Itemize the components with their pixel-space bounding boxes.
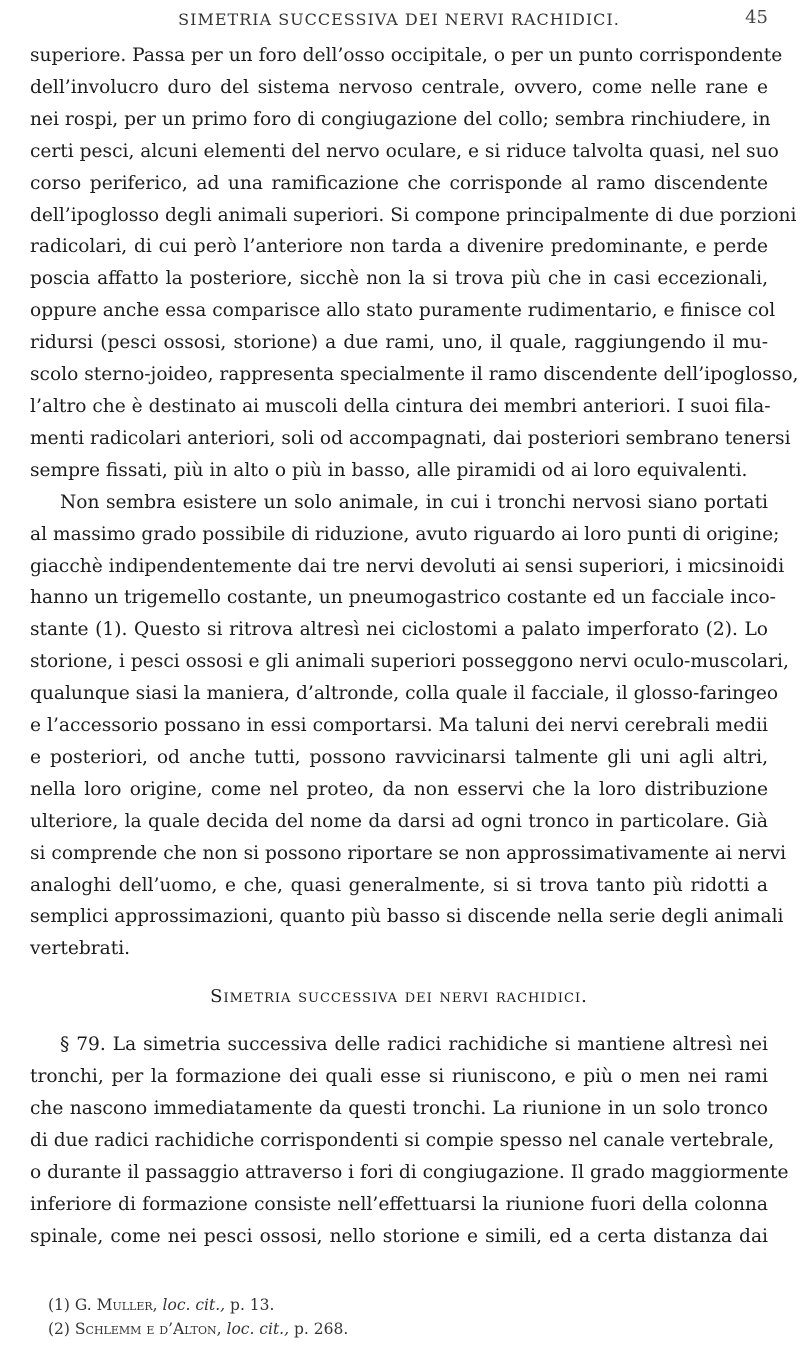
text-line: inferiore di formazione consiste nell’effettuarsi la riunione fuori della colonna	[30, 1193, 768, 1215]
text-line: stante (1). Questo si ritrova altresì nei ciclostomi a palato imperforato (2). Lo	[30, 619, 768, 641]
footnotes	[48, 1293, 748, 1341]
footnote-reference: loc. cit.,	[226, 1320, 290, 1338]
footnote-page: p. 13.	[230, 1296, 275, 1314]
running-head	[30, 4, 768, 38]
footnote-reference: loc. cit.,	[162, 1296, 226, 1314]
text-line: l’altro che è destinato ai muscoli della cintura dei membri anteriori. I suoi fila-	[30, 395, 771, 417]
text-line: storione, i pesci ossosi e gli animali superiori posseggono nervi oculo-muscolari,	[30, 651, 789, 673]
footnote-mark: (1)	[48, 1296, 70, 1314]
text-line: analoghi dell’uomo, e che, quasi generalmente, si si trova tanto più ridotti a	[30, 874, 768, 896]
running-title: SIMETRIA SUCCESSIVA DEI NERVI RACHIDICI.	[178, 10, 620, 29]
text-line: spinale, come nei pesci ossosi, nello storione e simili, ed a certa distanza dai	[30, 1225, 768, 1247]
text-line: e posteriori, od anche tutti, possono ravvicinarsi talmente gli uni agli altri,	[30, 746, 768, 768]
text-line: semplici approssimazioni, quanto più basso si discende nella serie degli animali	[30, 906, 784, 928]
body-text	[30, 40, 799, 1253]
text-line: hanno un trigemello costante, un pneumogastrico costante ed un facciale inco-	[30, 587, 776, 609]
footnote-author: Schlemm e d’Alton,	[74, 1320, 222, 1338]
text-line: certi pesci, alcuni elementi del nervo oculare, e si riduce talvolta quasi, nel suo	[30, 140, 779, 162]
text-line: § 79. La simetria successiva delle radici rachidiche si mantiene altresì nei	[60, 1034, 768, 1056]
text-line: al massimo grado possibile di riduzione, avuto riguardo ai loro punti di origine;	[30, 523, 780, 545]
text-line: radicolari, di cui però l’anteriore non tarda a divenire predominante, e perde	[30, 236, 768, 258]
text-line: qualunque siasi la maniera, d’altronde, colla quale il facciale, il glosso-faringeo	[30, 683, 779, 705]
footnote-mark: (2)	[48, 1320, 70, 1338]
text-line: poscia affatto la posteriore, sicchè non la si trova più che in casi eccezionali,	[30, 268, 768, 290]
text-line: vertebrati.	[30, 938, 131, 960]
page-number: 45	[745, 7, 768, 28]
footnote-page: p. 268.	[293, 1320, 349, 1338]
text-line: che nascono immediatamente da questi tronchi. La riunione in un solo tronco	[30, 1098, 768, 1119]
text-line: ulteriore, la quale decida del nome da darsi ad ogni tronco in particolare. Già	[30, 810, 768, 832]
section-heading: Simetria successiva dei nervi rachidici.	[210, 986, 588, 1008]
text-line: dell’ipoglosso degli animali superiori. Si compone principalmente di due porzioni	[30, 204, 797, 226]
footnote-2	[48, 1317, 748, 1341]
footnote-author: G. Muller,	[74, 1296, 158, 1314]
text-line: nella loro origine, come nel proteo, da non esservi che la loro distribuzione	[30, 778, 768, 800]
text-line: nei rospi, per un primo foro di congiugazione del collo; sembra rinchiudere, in	[30, 108, 771, 130]
text-line: sempre fissati, più in alto o più in basso, alle piramidi od ai loro equivalenti.	[30, 459, 748, 481]
footnote-1	[48, 1293, 748, 1317]
text-line: giacchè indipendentemente dai tre nervi devoluti ai sensi superiori, i micsinoidi	[30, 555, 785, 577]
text-line: corso periferico, ad una ramificazione che corrisponde al ramo discendente	[30, 172, 768, 194]
text-line: scolo sterno-joideo, rappresenta specialmente il ramo discendente dell’ipoglosso,	[30, 364, 799, 386]
text-line: e l’accessorio possano in essi comportarsi. Ma taluni dei nervi cerebrali medii	[30, 715, 768, 737]
text-line: menti radicolari anteriori, soli od accompagnati, dai posteriori sembrano tenersi	[30, 427, 791, 449]
paragraph-3	[30, 1029, 789, 1252]
text-line: tronchi, per la formazione dei quali esse si riuniscono, e più o men nei rami	[30, 1066, 768, 1088]
text-line: si comprende che non si possono riportare se non approssimativamente ai nervi	[30, 842, 787, 864]
text-line: oppure anche essa comparisce allo stato puramente rudimentario, e finisce col	[30, 300, 776, 322]
text-line: di due radici rachidiche corrispondenti si compie spesso nel canale vertebrale,	[30, 1129, 775, 1151]
text-line: ridursi (pesci ossosi, storione) a due rami, uno, il quale, raggiungendo il mu-	[30, 332, 768, 354]
paragraph-1	[30, 40, 799, 487]
text-line: Non sembra esistere un solo animale, in cui i tronchi nervosi siano portati	[60, 491, 768, 513]
text-line: o durante il passaggio attraverso i fori di congiugazione. Il grado maggiormente	[30, 1161, 789, 1183]
text-line: superiore. Passa per un foro dell’osso occipitale, o per un punto corrispondente	[30, 45, 783, 66]
paragraph-2	[30, 487, 789, 966]
text-line: dell’involucro duro del sistema nervoso centrale, ovvero, come nelle rane e	[30, 76, 768, 98]
